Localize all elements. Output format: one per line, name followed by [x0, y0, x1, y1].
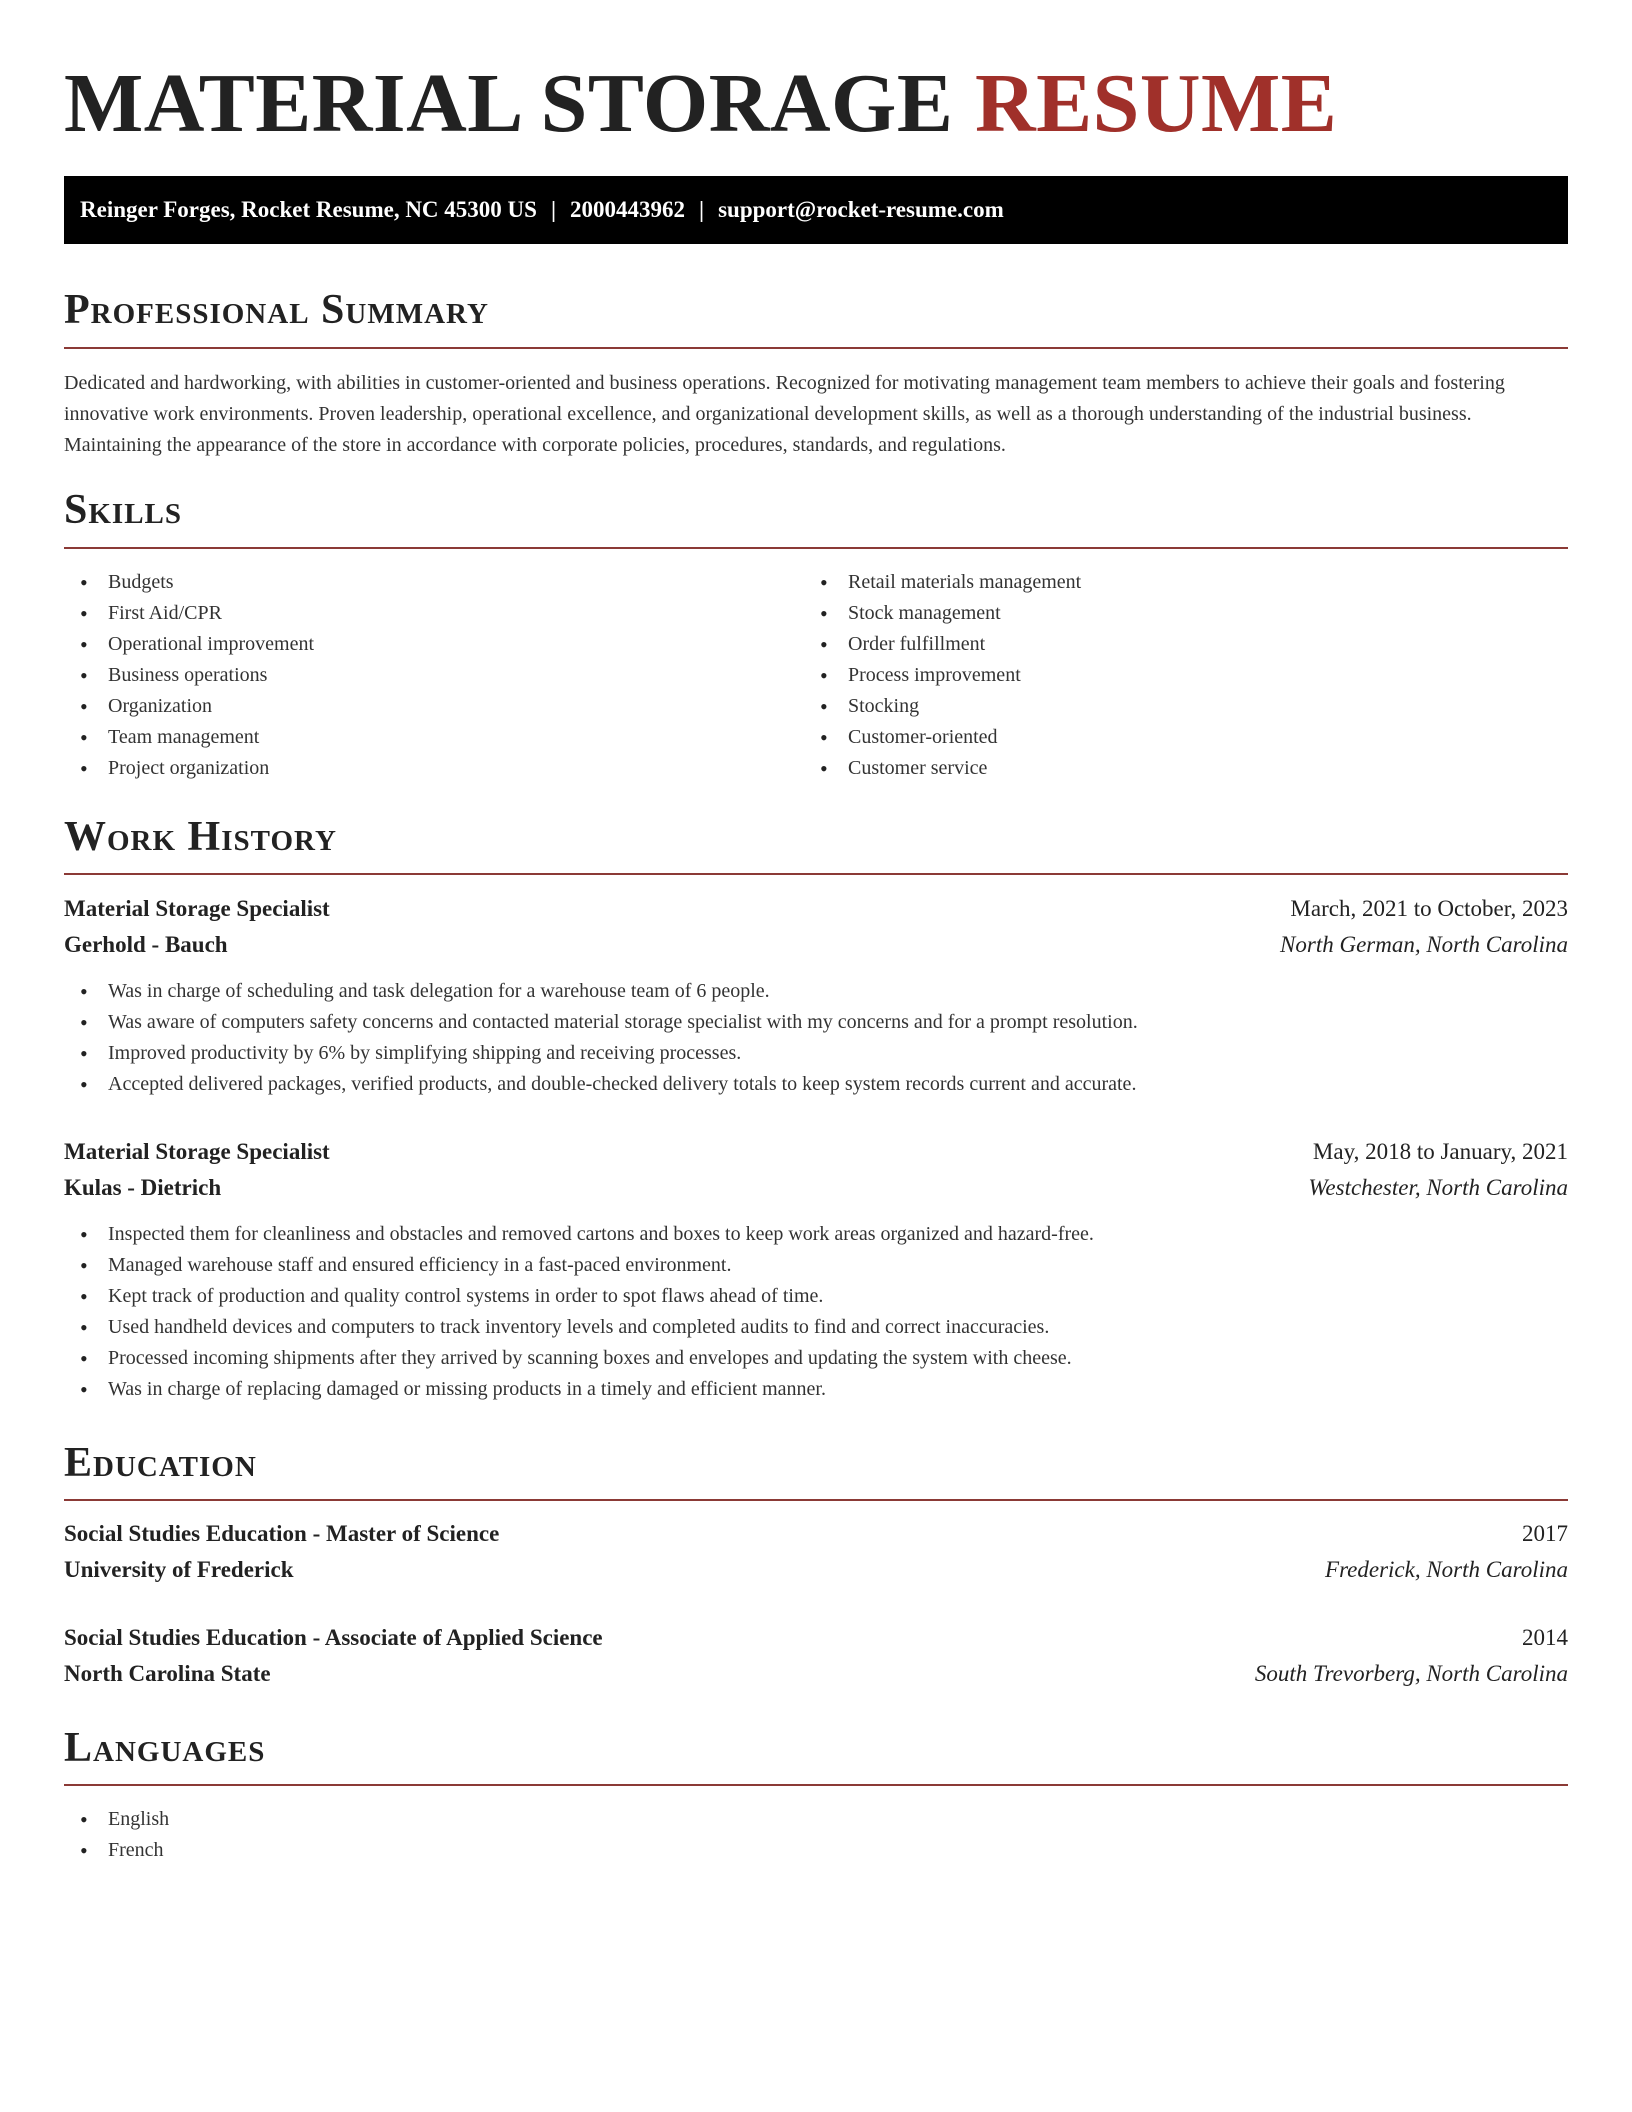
education-entry	[64, 1516, 1568, 1588]
skill-item: • Customer-oriented	[804, 722, 1504, 753]
job-entry	[64, 1134, 1568, 1206]
resume-title	[64, 52, 1337, 156]
job-location: North German, North Carolina	[1280, 932, 1568, 957]
job-bullet: • Improved productivity by 6% by simplifying shipping and receiving processes.	[64, 1038, 1568, 1069]
education-location: South Trevorberg, North Carolina	[1254, 1661, 1568, 1686]
job-bullets	[64, 1219, 1568, 1405]
education-degree: Social Studies Education - Associate of Applied Science	[64, 1625, 603, 1650]
skill-item: • First Aid/CPR	[64, 598, 764, 629]
job-bullet: • Kept track of production and quality control systems in order to spot flaws ahead of time.	[64, 1281, 1568, 1312]
job-bullet: • Processed incoming shipments after they arrived by scanning boxes and envelopes and updating the system with cheese.	[64, 1343, 1568, 1374]
skill-item: • Project organization	[64, 753, 764, 784]
skill-item: • Operational improvement	[64, 629, 764, 660]
skill-item: • Stocking	[804, 691, 1504, 722]
summary-text: Dedicated and hardworking, with abilities in customer-oriented and business operations. Recognized for motivating management team members to achieve their goals and fostering innovative work environments. Proven leadership, operational excellence, and organizational development skills, as well as a thorough understanding of the industrial business. Maintaining the appearance of the store in accordance with corporate policies, procedures, standards, and regulations.	[64, 372, 1505, 456]
contact-phone: 2000443962	[570, 197, 686, 222]
education-year: 2014	[1522, 1625, 1568, 1650]
skill-item: • Stock management	[804, 598, 1504, 629]
job-title: Material Storage Specialist	[64, 1139, 330, 1164]
job-location: Westchester, North Carolina	[1308, 1175, 1568, 1200]
skills-list-left	[64, 567, 764, 784]
job-bullet: • Was aware of computers safety concerns and contacted material storage specialist with my concerns and for a prompt resolution.	[64, 1007, 1568, 1038]
languages-rule	[64, 1784, 1568, 1786]
education-entry	[64, 1620, 1568, 1692]
language-item: • French	[64, 1835, 764, 1866]
education-heading: Education	[64, 1440, 257, 1486]
job-entry	[64, 891, 1568, 963]
job-company: Gerhold - Bauch	[64, 932, 228, 957]
job-company: Kulas - Dietrich	[64, 1175, 222, 1200]
summary-heading: Professional Summary	[64, 287, 489, 333]
education-rule	[64, 1499, 1568, 1501]
skill-item: • Team management	[64, 722, 764, 753]
job-bullet: • Managed warehouse staff and ensured efficiency in a fast-paced environment.	[64, 1250, 1568, 1281]
languages-heading: Languages	[64, 1725, 266, 1771]
education-school: University of Frederick	[64, 1557, 294, 1582]
title-accent: RESUME	[974, 57, 1338, 150]
skills-rule	[64, 547, 1568, 549]
contact-email: support@rocket-resume.com	[718, 197, 1004, 222]
job-bullet: • Was in charge of scheduling and task delegation for a warehouse team of 6 people.	[64, 976, 1568, 1007]
skills-list-right	[804, 567, 1504, 784]
job-bullet: • Was in charge of replacing damaged or missing products in a timely and efficient manner.	[64, 1374, 1568, 1405]
education-year: 2017	[1522, 1521, 1568, 1546]
skill-item: • Retail materials management	[804, 567, 1504, 598]
work-heading: Work History	[64, 814, 337, 860]
job-bullet: • Accepted delivered packages, verified products, and double-checked delivery totals to keep system records current and accurate.	[64, 1069, 1568, 1100]
summary-rule	[64, 347, 1568, 349]
education-location: Frederick, North Carolina	[1325, 1557, 1568, 1582]
job-dates: May, 2018 to January, 2021	[1312, 1139, 1568, 1164]
skill-item: • Order fulfillment	[804, 629, 1504, 660]
job-bullets	[64, 976, 1568, 1100]
contact-separator: |	[699, 197, 705, 222]
skills-heading: Skills	[64, 487, 183, 533]
contact-separator: |	[550, 197, 557, 222]
education-school: North Carolina State	[64, 1661, 271, 1686]
job-bullet: • Inspected them for cleanliness and obstacles and removed cartons and boxes to keep work areas organized and hazard-free.	[64, 1219, 1568, 1250]
work-rule	[64, 873, 1568, 875]
skill-item: • Budgets	[64, 567, 764, 598]
languages-list	[64, 1804, 764, 1866]
skill-item: • Business operations	[64, 660, 764, 691]
contact-bar	[64, 176, 1568, 244]
job-dates: March, 2021 to October, 2023	[1290, 896, 1568, 921]
job-title: Material Storage Specialist	[64, 896, 330, 921]
job-bullet: • Used handheld devices and computers to track inventory levels and completed audits to find and correct inaccuracies.	[64, 1312, 1568, 1343]
contact-address: Reinger Forges, Rocket Resume, NC 45300 US	[80, 197, 537, 222]
language-item: • English	[64, 1804, 764, 1835]
skill-item: • Organization	[64, 691, 764, 722]
education-degree: Social Studies Education - Master of Science	[64, 1521, 500, 1546]
skill-item: • Customer service	[804, 753, 1504, 784]
skill-item: • Process improvement	[804, 660, 1504, 691]
title-main: MATERIAL STORAGE	[64, 57, 954, 150]
